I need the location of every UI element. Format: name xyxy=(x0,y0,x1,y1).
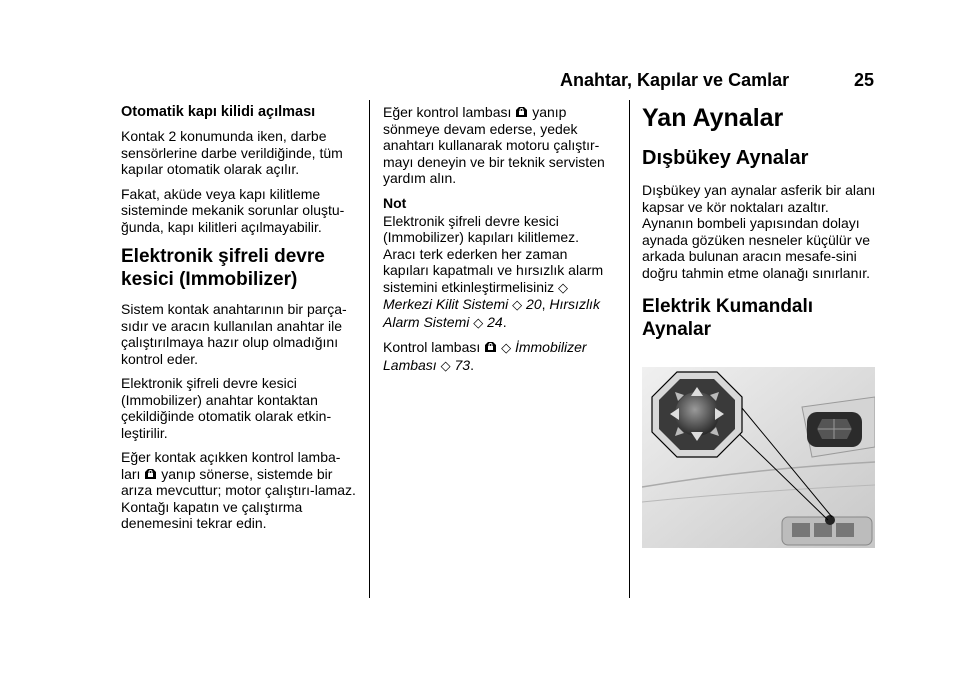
note-text: Elektronik şifreli devre kesici (Immobilizer) kapıları kilitlemez. Aracı terk ederken her zaman kapıları kapatmalı ve hırsızlık alarm sistemini etkinleştirmelisiniz ◇ Merkezi Kilit Sistemi ◇ 20, Hırsızlık Alarm Sistemi ◇ 24. xyxy=(383,212,604,330)
immobilizer-lamp-icon xyxy=(484,341,497,353)
page-header xyxy=(560,70,874,91)
mirror-control-illustration xyxy=(642,367,875,548)
paragraph: Kontrol lambası ◇ İmmobilizer Lambası ◇ 73. xyxy=(383,339,587,373)
link-central-locking[interactable]: Merkezi Kilit Sistemi xyxy=(383,296,509,312)
immobilizer-lamp-icon xyxy=(144,468,157,480)
paragraph: Eğer kontrol lambası yanıp sönmeye devam ederse, yedek anahtarı kullanarak motoru çalıştır-mayı deneyin ve bir teknik servisten yardım alın. xyxy=(383,104,605,186)
immobilizer-lamp-icon xyxy=(515,106,528,118)
heading-immobilizer: Elektronik şifreli devre kesici (Immobilizer) xyxy=(121,246,325,290)
paragraph: Fakat, aküde veya kapı kilitleme sisteminde mekanik sorunlar oluştu-ğunda, kapı kilitleri açılmayabilir. xyxy=(121,185,345,235)
reference-arrow-icon: ◇ xyxy=(558,279,569,295)
column-divider xyxy=(629,100,630,598)
page-ref: 73 xyxy=(454,356,471,373)
link-theft-alarm[interactable]: Hırsızlık Alarm Sistemi xyxy=(383,296,600,330)
heading-auto-unlock: Otomatik kapı kilidi açılması xyxy=(121,104,316,120)
reference-arrow-icon: ◇ xyxy=(512,297,523,312)
page-ref: 24 xyxy=(487,313,503,330)
paragraph: Eğer kontak açıkken kontrol lamba-ları yanıp sönerse, sistemde bir arıza mevcuttur; motor çalıştırı-lamaz. Kontağı kapatın ve çalıştırma denemesini tekrar edin. xyxy=(121,449,356,531)
reference-arrow-icon: ◇ xyxy=(473,314,484,330)
column-1 xyxy=(121,104,359,540)
page-number: 25 xyxy=(853,70,874,90)
column-3 xyxy=(642,104,882,351)
column-divider xyxy=(369,100,370,598)
heading-side-mirrors: Yan Aynalar xyxy=(642,104,784,132)
reference-arrow-icon: ◇ xyxy=(440,357,451,373)
heading-electric-mirrors: Elektrik Kumandalı Aynalar xyxy=(642,296,814,340)
reference-arrow-icon: ◇ xyxy=(501,340,512,355)
paragraph: Elektronik şifreli devre kesici (Immobilizer) anahtar kontaktan çekildiğinde otomatik olarak etkin-leştirilir. xyxy=(121,375,332,441)
heading-convex-mirrors: Dışbükey Aynalar xyxy=(642,147,809,169)
paragraph: Kontak 2 konumunda iken, darbe sensörlerine darbe verildiğinde, tüm kapılar otomatik olarak açılır. xyxy=(121,128,343,177)
link-immobilizer-lamp[interactable]: İmmobilizer Lambası xyxy=(383,339,587,373)
paragraph: Dışbükey yan aynalar asferik bir alanı kapsar ve kör noktaları azaltır. Aynanın bombeli yapısından dolayı aynada gözüken nesneler küçülür ve arkada bulunan aracın mesafe-sini doğru tahmin etme olanağı sınırlanır. xyxy=(642,182,876,281)
note-title: Not xyxy=(383,194,407,211)
section-title: Anahtar, Kapılar ve Camlar xyxy=(560,70,790,90)
page-ref: 20 xyxy=(526,296,542,312)
paragraph: Sistem kontak anahtarının bir parça-sıdır ve aracın kullanılan anahtar ile çalıştırılmaya hazır olup olmadığını kontrol eder. xyxy=(121,301,347,367)
column-2 xyxy=(383,104,613,382)
